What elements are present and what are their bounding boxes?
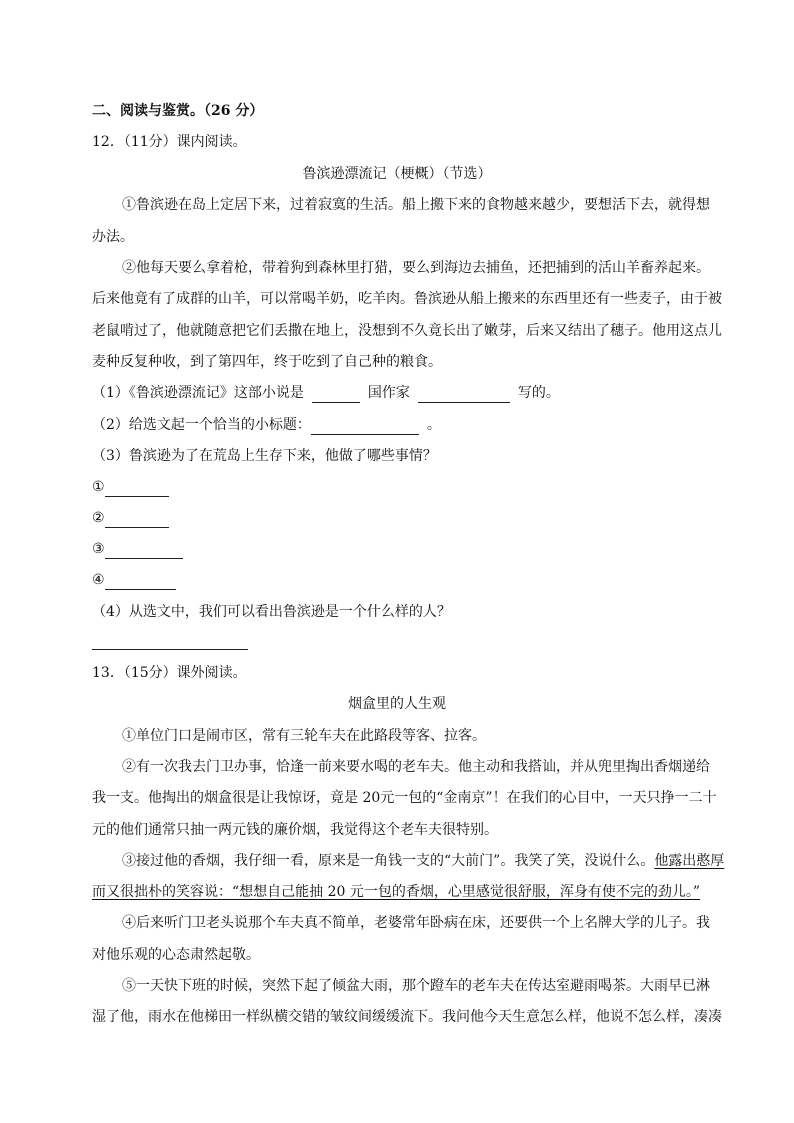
q13-article-title: 烟盒里的人生观 (348, 696, 446, 712)
q13-header: 13．（15分）课外阅读。 (92, 665, 247, 681)
answer-mark-1: ① (92, 479, 105, 495)
q12-subquestion-2 (92, 415, 734, 435)
q13-paragraph-2-line-1: ②有一次我去门卫办事，恰逢一前来要水喝的老车夫。他主动和我搭讪，并从兜里掏出香烟递给 (122, 759, 710, 775)
answer-blank-country[interactable] (312, 387, 360, 403)
sub2-text-b: 。 (426, 417, 441, 433)
answer-line-1 (92, 477, 734, 497)
q12-paragraph-1-line-2: 办法。 (92, 229, 134, 245)
q13-paragraph-2-line-3: 元的他们通常只抽一两元钱的廉价烟，我觉得这个老车夫很特别。 (92, 822, 498, 838)
answer-blank-2[interactable] (105, 512, 169, 528)
q13-paragraph-1: ①单位门口是闹市区，常有三轮车夫在此路段等客、拉客。 (122, 728, 486, 744)
answer-line-4 (92, 570, 734, 590)
section-title: 二、阅读与鉴赏。（26 分） (92, 103, 264, 119)
answer-mark-3: ③ (92, 541, 105, 557)
q12-paragraph-2-line-1: ②他每天要么拿着枪，带着狗到森林里打猎，要么到海边去捕鱼，还把捕到的活山羊畜养起来。 (122, 260, 710, 276)
answer-blank-5[interactable] (92, 634, 248, 650)
p3-text: ③接过他的香烟，我仔细一看，原来是一角钱一支的“大前门”。我笑了笑，没说什么。 (122, 853, 655, 869)
answer-blank-1[interactable] (105, 481, 169, 497)
q12-header: 12．（11分）课内阅读。 (92, 134, 247, 150)
q13-paragraph-5-line-1: ⑤一天快下班的时候，突然下起了倾盆大雨，那个蹬车的老车夫在传达室避雨喝茶。大雨早已淋 (122, 978, 710, 994)
q12-paragraph-2-line-3: 老鼠啃过了，他就随意把它们丢撒在地上，没想到不久竟长出了嫩芽，后来又结出了穗子。他用这点儿 (92, 323, 722, 339)
answer-mark-2: ② (92, 510, 105, 526)
q12-subquestion-4: （4）从选文中，我们可以看出鲁滨逊是一个什么样的人？ (92, 604, 451, 620)
q13-paragraph-5-line-2: 湿了他，雨水在他梯田一样纵横交错的皱纹间缓缓流下。我问他今天生意怎么样，他说不怎么样，凑凑 (92, 1009, 722, 1025)
q12-article-title: 鲁滨逊漂流记（梗概）（节选） (302, 166, 492, 182)
sub1-text-a: （1）《鲁滨逊漂流记》这部小说是 (92, 385, 304, 401)
q13-paragraph-2-line-2: 我一支。他掏出的烟盒很是让我惊讶，竟是 20元一包的“金南京”！在我们的心目中，一天只挣一二十 (92, 790, 717, 806)
answer-line-2 (92, 508, 734, 528)
answer-mark-4: ④ (92, 572, 105, 588)
q12-paragraph-2-line-4: 麦种反复种收，到了第四年，终于吃到了自己种的粮食。 (92, 354, 442, 370)
answer-blank-author[interactable] (418, 387, 510, 403)
q12-subquestion-1 (92, 383, 734, 403)
q12-paragraph-2-line-2: 后来他竟有了成群的山羊，可以常喝羊奶，吃羊肉。鲁滨逊从船上搬来的东西里还有一些麦子，由于被 (92, 291, 722, 307)
answer-blank-subtitle[interactable] (311, 419, 419, 435)
sub1-text-c: 写的。 (517, 385, 560, 401)
answer-blank-3[interactable] (105, 543, 183, 559)
q12-paragraph-1-line-1: ①鲁滨逊在岛上定居下来，过着寂寞的生活。船上搬下来的食物越来越少，要想活下去，就得想 (122, 197, 710, 213)
sub2-text-a: （2）给选文起一个恰当的小标题： (92, 417, 311, 433)
sub1-text-b: 国作家 (367, 385, 410, 401)
answer-line-3 (92, 539, 734, 559)
q13-paragraph-4-line-2: 对他乐观的心态肃然起敬。 (92, 947, 260, 963)
q13-paragraph-3-line-1 (122, 851, 734, 871)
p3-underlined-text: 他露出憨厚 (654, 853, 725, 869)
answer-line-5 (92, 630, 734, 650)
q13-paragraph-4-line-1: ④后来听门卫老头说那个车夫真不简单，老婆常年卧病在床，还要供一个上名牌大学的儿子。我 (122, 915, 710, 931)
q13-paragraph-3-line-2: 而又很拙朴的笑容说：“想想自己能抽 20 元一包的香烟，心里感觉很舒服，浑身有使不完的劲儿。” (92, 884, 701, 900)
q12-subquestion-3: （3）鲁滨逊为了在荒岛上生存下来，他做了哪些事情？ (92, 448, 437, 464)
answer-blank-4[interactable] (105, 574, 176, 590)
